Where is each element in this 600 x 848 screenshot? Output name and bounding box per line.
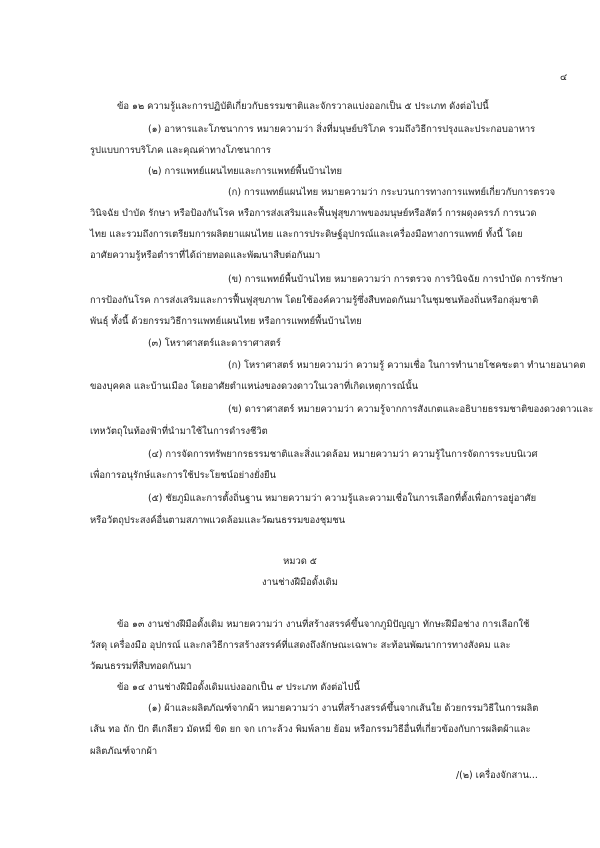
text-line: พันธุ์ ทั้งนี้ ด้วยกรรมวิธีการแพทย์แผนไทย หรือการแพทย์พื้นบ้านไทย [90, 316, 362, 327]
text-line: ผลิตภัณฑ์จากผ้า [90, 746, 158, 757]
clause-13: ข้อ ๑๓ งานช่างฝีมือดั้งเดิม หมายความว่า งานที่สร้างสรรค์ขึ้นจากภูมิปัญญา ทักษะฝีมือช่าง การเลือกใช้ [117, 619, 530, 630]
clause-12-heading: ข้อ ๑๒ ความรู้และการปฏิบัติเกี่ยวกับธรรมชาติและจักรวาลแบ่งออกเป็น ๕ ประเภท ดังต่อไปนี้ [117, 101, 489, 112]
text-line: วัฒนธรรมที่สืบทอดกันมา [90, 661, 192, 672]
text-line: (๒) การแพทย์แผนไทยและการแพทย์พื้นบ้านไทย [148, 166, 342, 177]
text-line: (๔) การจัดการทรัพยากรธรรมชาติและสิ่งแวดล้อม หมายความว่า ความรู้ในการจัดการระบบนิเวศ [148, 449, 538, 460]
text-line: ของบุคคล และบ้านเมือง โดยอาศัยตำแหน่งของดวงดาวในเวลาที่เกิดเหตุการณ์นั้น [90, 381, 419, 392]
text-line: (๓) โหราศาสตร์และดาราศาสตร์ [148, 338, 281, 349]
text-line: วัสดุ เครื่องมือ อุปกรณ์ และกลวิธีการสร้างสรรค์ที่แสดงถึงลักษณะเฉพาะ สะท้อนพัฒนาการทางสังคม และ [90, 640, 511, 651]
continuation-marker: /(๒) เครื่องจักสาน... [456, 770, 538, 781]
text-line: หรือวัตถุประสงค์อื่นตามสภาพแวดล้อมและวัฒนธรรมของชุมชน [90, 515, 346, 526]
text-line: (๑) ผ้าและผลิตภัณฑ์จากผ้า หมายความว่า งานที่สร้างสรรค์ขึ้นจากเส้นใย ด้วยกรรมวิธีในการผลิต [148, 703, 539, 714]
text-line: เพื่อการอนุรักษ์และการใช้ประโยชน์อย่างยั่งยืน [90, 470, 276, 481]
text-line: อาศัยความรู้หรือตำราที่ได้ถ่ายทอดและพัฒนาสืบต่อกันมา [90, 250, 321, 261]
text-line: (ก) โหราศาสตร์ หมายความว่า ความรู้ ความเชื่อ ในการทำนายโชคชะตา ทำนายอนาคต [228, 360, 586, 371]
text-line: รูปแบบการบริโภค และคุณค่าทางโภชนาการ [90, 145, 271, 156]
chapter-number: หมวด ๕ [283, 556, 317, 567]
text-line: (๕) ชัยภูมิและการตั้งถิ่นฐาน หมายความว่า ความรู้และความเชื่อในการเลือกที่ตั้งเพื่อการอยู่อาศัย [148, 493, 537, 504]
text-line: (ก) การแพทย์แผนไทย หมายความว่า กระบวนการทางการแพทย์เกี่ยวกับการตรวจ [228, 187, 556, 198]
text-line: วินิจฉัย บำบัด รักษา หรือป้องกันโรค หรือการส่งเสริมและฟื้นฟูสุขภาพของมนุษย์หรือสัตว์ การผดุงครรภ์ การนวด [90, 208, 537, 219]
clause-14: ข้อ ๑๔ งานช่างฝีมือดั้งเดิมแบ่งออกเป็น ๙ ประเภท ดังต่อไปนี้ [117, 682, 360, 693]
text-line: ไทย และรวมถึงการเตรียมการผลิตยาแผนไทย และการประดิษฐ์อุปกรณ์และเครื่องมือทางการแพทย์ ทั้งนี้ โดย [90, 229, 523, 240]
chapter-title: งานช่างฝีมือดั้งเดิม [262, 577, 338, 588]
page-number: ๔ [560, 72, 568, 83]
text-line: เส้น ทอ ถัก ปัก ตีเกลียว มัดหมี่ ขิด ยก จก เกาะล้วง พิมพ์ลาย ย้อม หรือกรรมวิธีอื่นที่เกี่ยวข้องกับการผลิตผ้าและ [90, 724, 531, 735]
text-line: เทหวัตถุในท้องฟ้าที่นำมาใช้ในการดำรงชีวิต [90, 426, 268, 437]
text-line: การป้องกันโรค การส่งเสริมและการฟื้นฟูสุขภาพ โดยใช้องค์ความรู้ซึ่งสืบทอดกันมาในชุมชนท้องถิ่นหรือกลุ่มชาติ [90, 295, 539, 306]
text-line: (๑) อาหารและโภชนาการ หมายความว่า สิ่งที่มนุษย์บริโภค รวมถึงวิธีการปรุงและประกอบอาหาร [148, 124, 536, 135]
text-line: (ข) การแพทย์พื้นบ้านไทย หมายความว่า การตรวจ การวินิจฉัย การบำบัด การรักษา [228, 274, 563, 285]
text-line: (ข) ดาราศาสตร์ หมายความว่า ความรู้จากการสังเกตและอธิบายธรรมชาติของดวงดาวและ [228, 404, 594, 415]
